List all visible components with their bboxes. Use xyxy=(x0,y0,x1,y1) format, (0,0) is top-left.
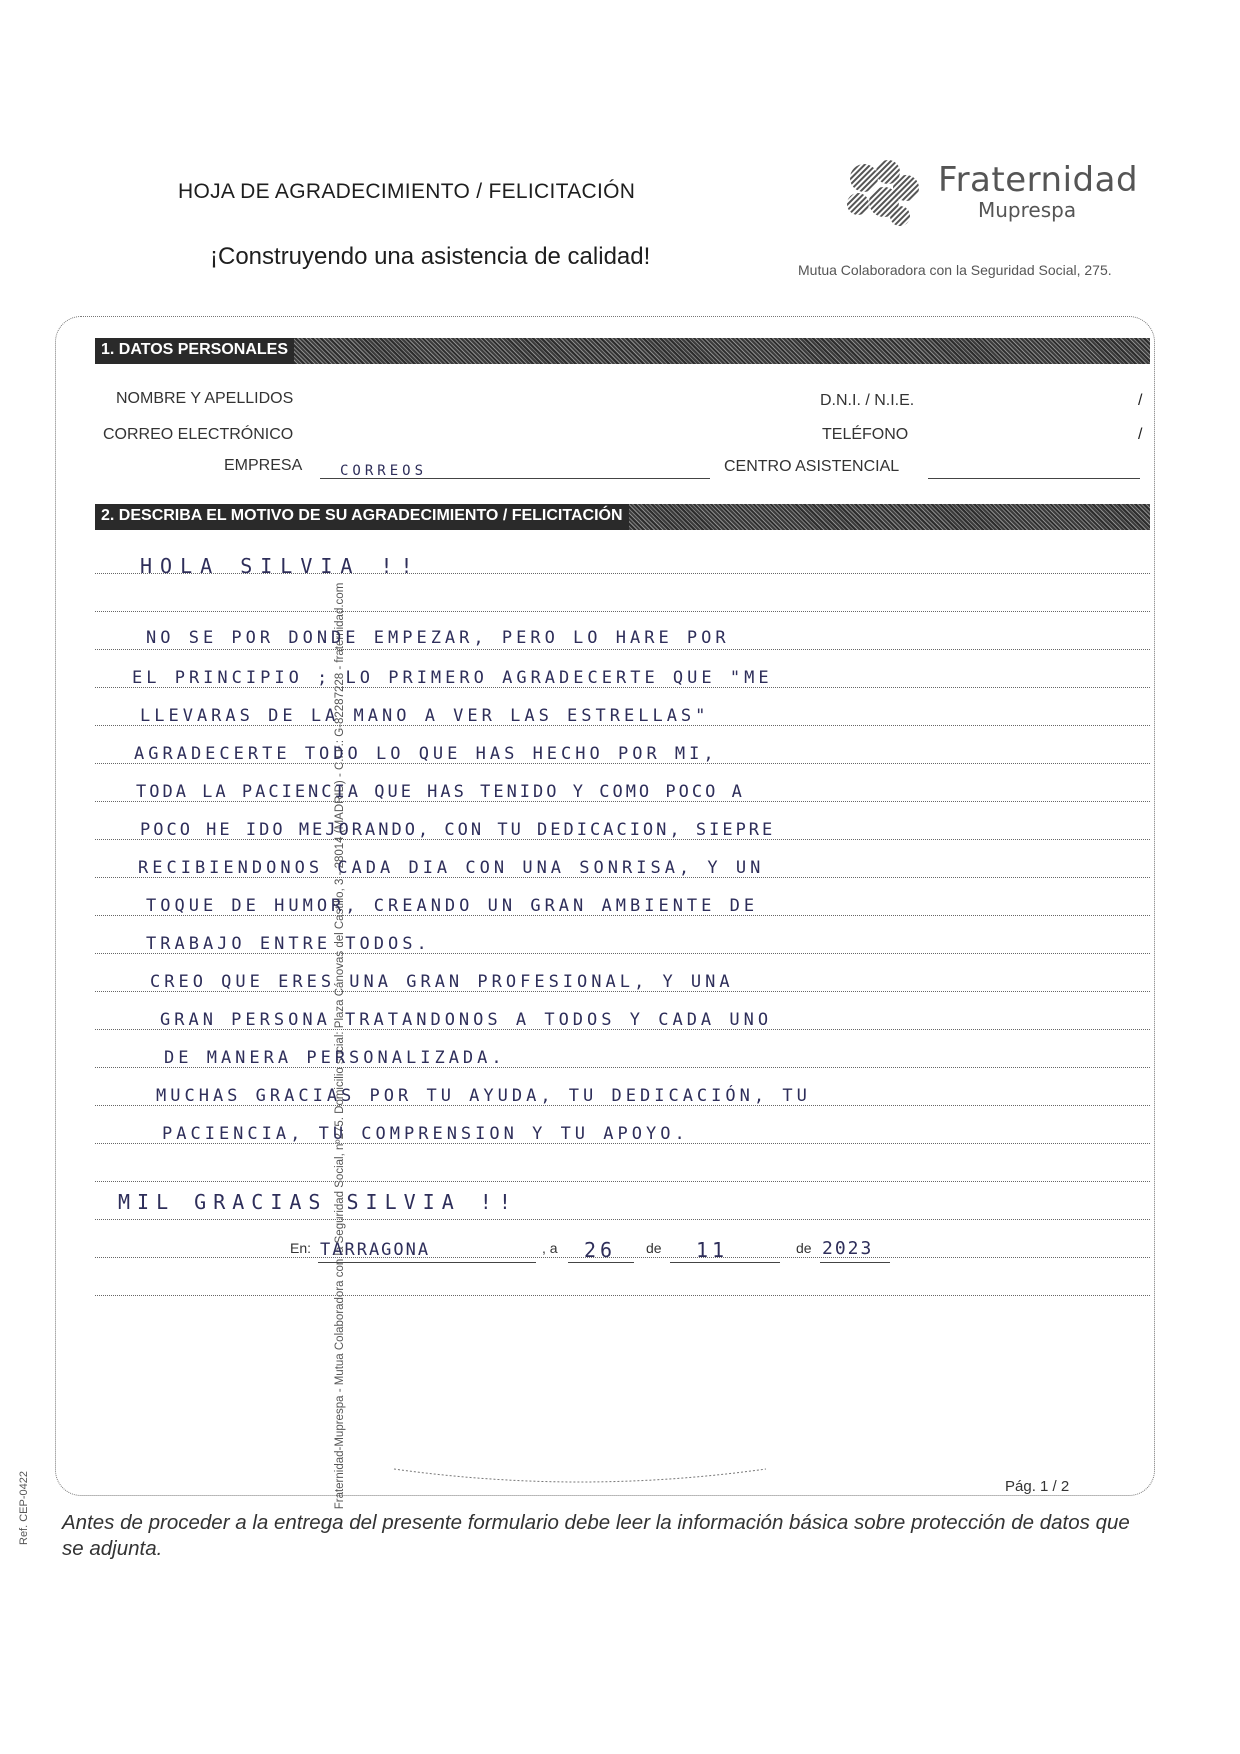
brand-name: Fraternidad xyxy=(938,160,1139,200)
dni-field-end: / xyxy=(1138,392,1143,409)
de-label-2: de xyxy=(796,1240,812,1256)
message-line-18: MIL GRACIAS SILVIA !! xyxy=(118,1190,518,1214)
ruled-line xyxy=(95,611,1150,612)
side-legal-text: Fraternidad-Muprespa - Mutua Colaboradora con la Seguridad Social, nº275. Domicilio social: Plaza Cánovas del Castillo, 3 - 28014 (MADRID) - C.I.F.: G-82287228 - fraternidad.com xyxy=(334,582,346,1510)
message-line-5: LLEVARAS DE LA MANO A VER LAS ESTRELLAS" xyxy=(140,706,710,726)
place-field[interactable] xyxy=(318,1262,536,1263)
correo-label: CORREO ELECTRÓNICO xyxy=(103,426,294,443)
month-field[interactable] xyxy=(670,1262,780,1263)
message-line-12: CREO QUE ERES UNA GRAN PROFESIONAL, Y UNA xyxy=(150,972,734,992)
month-value: 11 xyxy=(696,1238,729,1262)
mutua-text: Mutua Colaboradora con la Seguridad Social, 275. xyxy=(798,262,1112,278)
ruled-line xyxy=(95,1181,1150,1182)
ref-code: Ref. CEP-0422 xyxy=(18,1471,30,1545)
message-line-6: AGRADECERTE TODO LO QUE HAS HECHO POR MI, xyxy=(134,744,718,764)
message-line-7: TODA LA PACIENCIA QUE HAS TENIDO Y COMO POCO A xyxy=(136,782,745,802)
message-line-8: POCO HE IDO MEJORANDO, CON TU DEDICACION, SIEPRE xyxy=(140,820,776,840)
message-line-11: TRABAJO ENTRE TODOS. xyxy=(146,934,431,954)
centro-field[interactable] xyxy=(928,478,1140,479)
dni-label: D.N.I. / N.I.E. xyxy=(820,392,915,409)
ruled-line xyxy=(95,1295,1150,1296)
day-value: 26 xyxy=(584,1238,617,1262)
nombre-label: NOMBRE Y APELLIDOS xyxy=(116,390,294,407)
fraternidad-logo xyxy=(836,158,932,237)
de-label-1: de xyxy=(646,1240,662,1256)
telefono-label: TELÉFONO xyxy=(822,426,909,443)
message-line-15: MUCHAS GRACIAS POR TU AYUDA, TU DEDICACIÓN, TU xyxy=(156,1086,811,1106)
empresa-label: EMPRESA xyxy=(224,457,303,474)
empresa-value: CORREOS xyxy=(340,463,428,479)
message-line-16: PACIENCIA, TU COMPRENSION Y TU APOYO. xyxy=(162,1124,689,1144)
form-title: HOJA DE AGRADECIMIENTO / FELICITACIÓN xyxy=(178,180,636,203)
message-line-4: EL PRINCIPIO ; LO PRIMERO AGRADECERTE QUE "ME xyxy=(132,668,773,688)
message-line-9: RECIBIENDONOS CADA DIA CON UNA SONRISA, Y UN xyxy=(138,858,765,878)
section1-title: 1. DATOS PERSONALES xyxy=(95,338,294,364)
place-value: TARRAGONA xyxy=(320,1240,431,1260)
message-line-1: HOLA SILVIA !! xyxy=(140,554,421,578)
form-subtitle: ¡Construyendo una asistencia de calidad! xyxy=(210,243,651,270)
a-label: , a xyxy=(542,1240,558,1256)
privacy-notice: Antes de proceder a la entrega del presente formulario debe leer la información básica sobre protección de datos que se adjunta. xyxy=(62,1511,1130,1560)
section2-header xyxy=(95,504,1150,530)
section2-title: 2. DESCRIBA EL MOTIVO DE SU AGRADECIMIENTO / FELICITACIÓN xyxy=(95,504,629,530)
ruled-line xyxy=(95,1257,1150,1258)
logo-mark-icon xyxy=(836,158,932,232)
year-field[interactable] xyxy=(820,1262,890,1263)
year-value: 2023 xyxy=(822,1238,874,1259)
message-line-10: TOQUE DE HUMOR, CREANDO UN GRAN AMBIENTE DE xyxy=(146,896,759,916)
message-line-14: DE MANERA PERSONALIZADA. xyxy=(164,1048,506,1068)
telefono-field-end: / xyxy=(1138,426,1143,443)
place-label: En: xyxy=(290,1240,312,1256)
section1-header xyxy=(95,338,1150,364)
brand-sub: Muprespa xyxy=(978,198,1077,222)
day-field[interactable] xyxy=(568,1262,634,1263)
ruled-line xyxy=(95,1219,1150,1220)
ruled-line xyxy=(95,649,1150,650)
message-line-3: NO SE POR DONDE EMPEZAR, PERO LO HARE POR xyxy=(146,628,730,648)
message-line-13: GRAN PERSONA TRATANDONOS A TODOS Y CADA UNO xyxy=(160,1010,773,1030)
centro-label: CENTRO ASISTENCIAL xyxy=(724,458,900,475)
page-number: Pág. 1 / 2 xyxy=(1005,1478,1070,1495)
signature-line-icon xyxy=(390,1465,770,1489)
